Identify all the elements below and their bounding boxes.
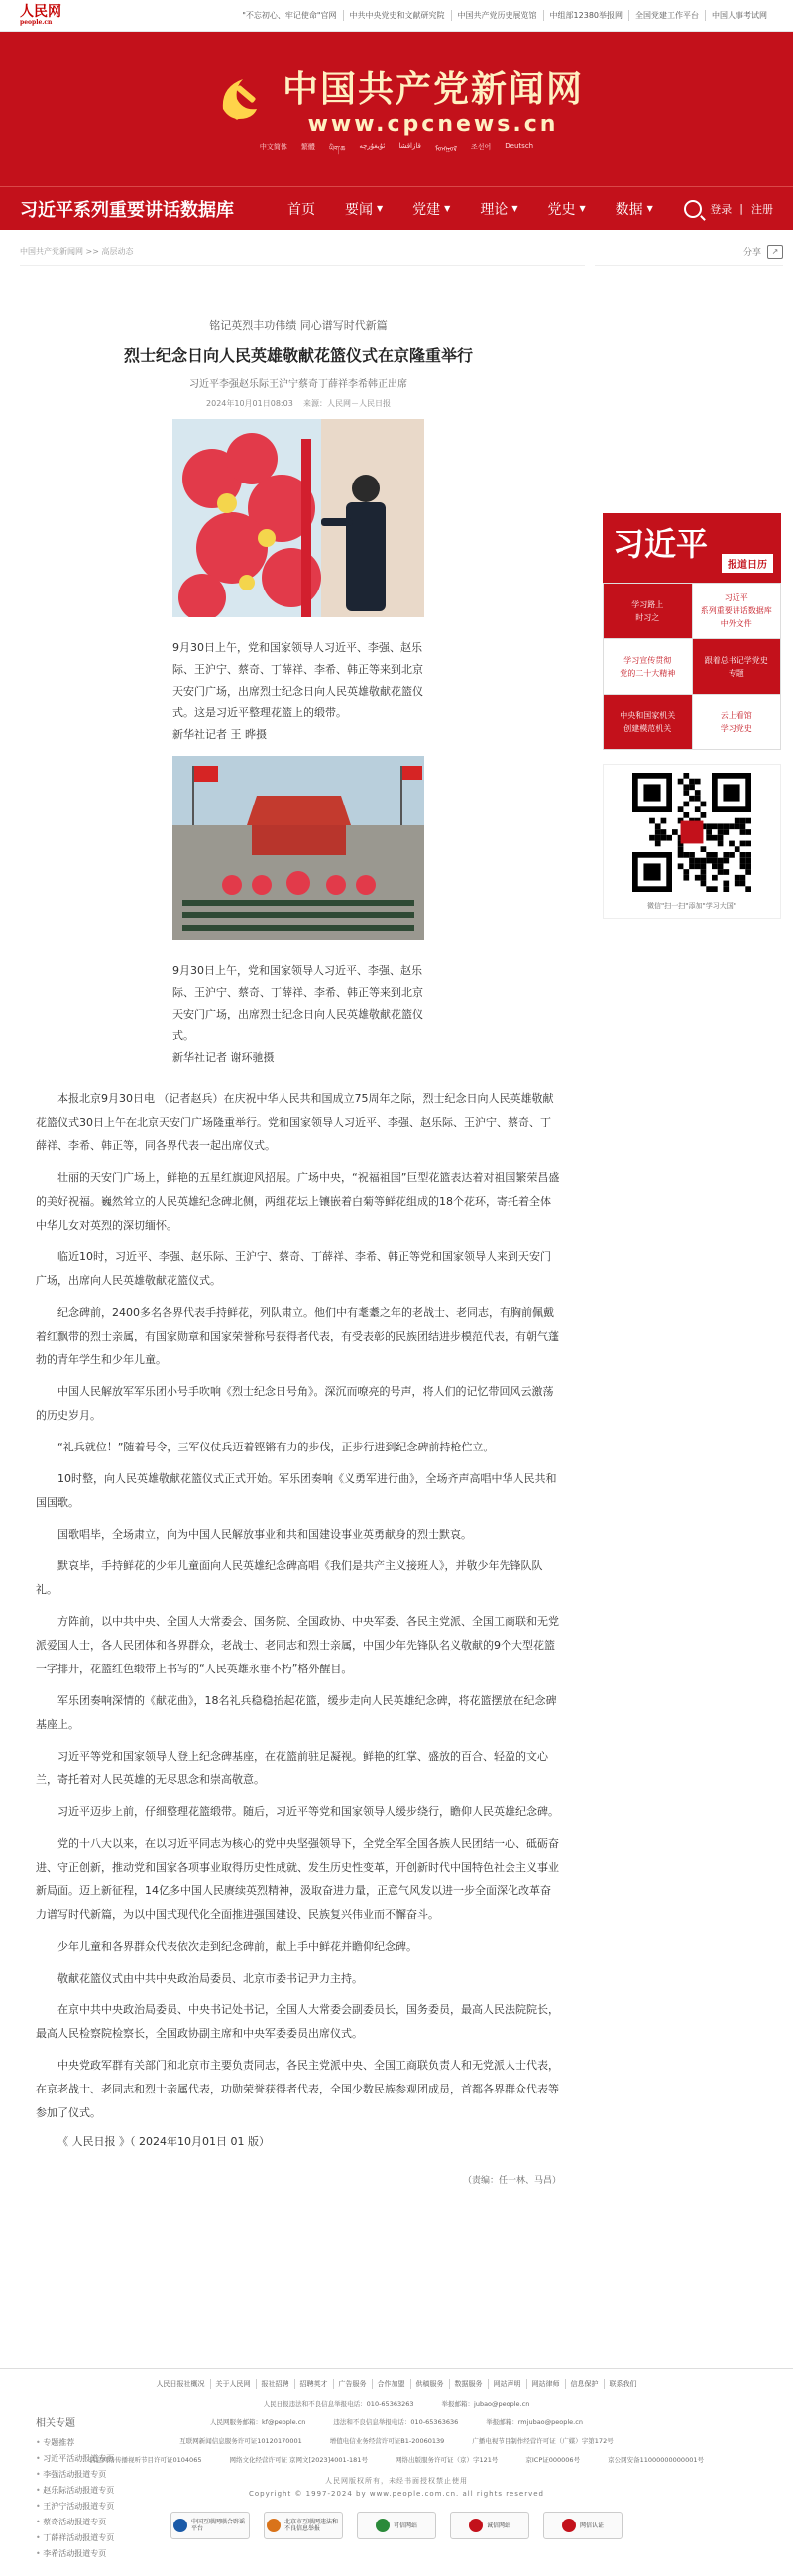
top-links (236, 10, 773, 21)
nav-item[interactable] (412, 199, 450, 219)
trust-badge[interactable] (170, 2512, 250, 2539)
trust-badge[interactable] (543, 2512, 623, 2539)
article-paragraph: 纪念碑前，2400多名各界代表手持鲜花，列队肃立。他们中有耄耋之年的老战士、老同志，有胸前佩戴着红飘带的烈士亲属，有国家勋章和国家荣誉称号获得者代表，有受表彰的民族团结进步模范代表，有朝气蓬勃的青年学生和少年儿童。 (36, 1306, 559, 1366)
nav-item-label: 数据 (615, 201, 643, 218)
related-item[interactable]: • 专题推荐 (36, 2435, 234, 2451)
photo-2-credit: 新华社记者 谢环驰摄 (172, 1051, 275, 1064)
footer-line-3 (0, 2436, 793, 2445)
footer-info: 违法和不良信息举报电话：010-65363636 (333, 2418, 459, 2426)
badge-label: 可信网站 (393, 2522, 417, 2529)
footer-link[interactable]: 广告服务 (334, 2379, 373, 2389)
copyright-cn: 人民网版权所有，未经书面授权禁止使用 (325, 2477, 468, 2485)
photo-1-caption-text: 9月30日上午，党和国家领导人习近平、李强、赵乐际、王沪宁、蔡奇、丁薛祥、李希、韩正等来到北京天安门广场，出席烈士纪念日向人民英雄敬献花篮仪式。这是习近平整理花篮上的缎带。 (172, 641, 423, 719)
nav-item[interactable] (547, 199, 585, 219)
photo-2-caption (172, 960, 424, 1069)
flower-basket-photo-icon (172, 419, 424, 617)
banner-brand[interactable] (209, 61, 584, 137)
footer-info: 互联网新闻信息服务许可证10120170001 (179, 2437, 302, 2445)
article-paragraph: “礼兵就位！”随着号令，三军仪仗兵迈着铿锵有力的步伐，正步行进到纪念碑前持枪伫立。 (57, 1441, 495, 1453)
search-icon[interactable] (684, 200, 702, 218)
footer-link[interactable]: 网站声明 (489, 2379, 527, 2389)
top-link[interactable]: 中组部12380举报网 (544, 10, 629, 21)
article-paragraph: 少年儿童和各界群众代表依次走到纪念碑前，献上手中鲜花并瞻仰纪念碑。 (57, 1940, 417, 1953)
footer-link[interactable]: 关于人民网 (211, 2379, 257, 2389)
footer-info: 京ICP证000006号 (525, 2456, 581, 2464)
article-subtitle: 习近平李强赵乐际王沪宁蔡奇丁薛祥李希韩正出席 (189, 379, 407, 390)
photo-1-caption (172, 637, 424, 746)
logo-sub: people.cn (20, 19, 53, 26)
article-paragraph: 军乐团奏响深情的《献花曲》，18名礼兵稳稳抬起花篮，缓步走向人民英雄纪念碑，将花篮摆放在纪念碑基座上。 (36, 1694, 557, 1731)
sidebar-tile-label: 学习宣传贯彻 党的二十大精神 (620, 655, 676, 678)
article-paragraph: 中央党政军群有关部门和北京市主要负责同志，各民主党派中央、全国工商联负责人和无党派人士代表，在京老战士、老同志和烈士亲属代表，功勋荣誉获得者代表，全国少数民族参观团成员，首都各界群众代表等参加了仪式。 (36, 2059, 559, 2119)
qr-caption: 微信"扫一扫"添加"学习大国" (647, 902, 736, 910)
share-icon[interactable]: ↗ (767, 245, 783, 259)
footer-info: 增值电信业务经营许可证B1-20060139 (329, 2437, 445, 2445)
related-item[interactable]: • 赵乐际活动报道专页 (36, 2483, 234, 2499)
sidebar-brand: 习近平 (613, 525, 709, 563)
breadcrumb-current[interactable]: 高层动态 (101, 247, 134, 256)
share-label: 分享 (742, 248, 761, 258)
badge-label: 北京市互联网违法和不良信息举报 (284, 2519, 339, 2532)
tiananmen-square-photo-icon (172, 756, 424, 940)
logo-main: 人民网 (20, 4, 61, 20)
sidebar-tile-label: 中央和国家机关 创建模范机关 (620, 710, 676, 733)
nav-item[interactable] (287, 199, 315, 219)
article-paragraph: 国歌唱毕，全场肃立，向为中国人民解放事业和共和国建设事业英勇献身的烈士默哀。 (57, 1528, 472, 1541)
article-source[interactable]: 来源：人民网－人民日报 (302, 399, 391, 408)
footer-link[interactable]: 数据服务 (450, 2379, 489, 2389)
footer-line-2 (0, 2417, 793, 2426)
article-paragraph: 默哀毕，手持鲜花的少年儿童面向人民英雄纪念碑高唱《我们是共产主义接班人》，并敬少年先锋队队礼。 (36, 1559, 543, 1596)
chevron-down-icon: ▼ (646, 204, 653, 213)
top-link[interactable]: "不忘初心、牢记使命"官网 (236, 10, 343, 21)
article-paragraph: 壮丽的天安门广场上，鲜艳的五星红旗迎风招展。广场中央，“祝福祖国”巨型花篮表达着对祖国繁荣昌盛的美好祝福。巍然耸立的人民英雄纪念碑北侧，两组花坛上镶嵌着白菊等鲜花组成的18个花环，寄托着全体中华儿女对英烈的深切缅怀。 (36, 1171, 560, 1232)
footer-link[interactable]: 信息保护 (566, 2379, 605, 2389)
footer-info: 人民网服务邮箱：kf@people.cn (210, 2418, 306, 2426)
badge-icon (376, 2519, 390, 2532)
chevron-down-icon: ▼ (579, 204, 586, 213)
footer-line-4 (0, 2455, 793, 2464)
footer-info: 广播电视节目制作经营许可证（广媒）字第172号 (472, 2437, 614, 2445)
badge-icon (469, 2519, 483, 2532)
article-title: 烈士纪念日向人民英雄敬献花篮仪式在京隆重举行 (123, 346, 473, 365)
sidebar-tag: 报道日历 (722, 554, 773, 573)
main-nav (0, 186, 793, 230)
party-emblem-icon (209, 69, 269, 129)
photo-1-credit: 新华社记者 王 晔摄 (172, 728, 267, 741)
chevron-down-icon: ▼ (511, 204, 518, 213)
article-paragraph: 本报北京9月30日电 （记者赵兵）在庆祝中华人民共和国成立75周年之际，烈士纪念日向人民英雄敬献花篮仪式30日上午在北京天安门广场隆重举行。党和国家领导人习近平、李强、赵乐际、王沪宁、蔡奇、丁薛祥、李希、韩正等，同各界代表一起出席仪式。 (36, 1092, 554, 1152)
nav-item-label: 党史 (547, 201, 576, 218)
article-body (36, 1087, 561, 2125)
sidebar-tile[interactable] (604, 695, 693, 750)
trust-badges (0, 2512, 793, 2539)
article-paragraph: 方阵前，以中共中央、全国人大常委会、国务院、全国政协、中央军委、各民主党派、全国工商联和无党派爱国人士，各人民团体和各界群众，老战士、老同志和烈士亲属，中国少年先锋队名义敬献的9个大型花篮一字排开，花篮红色缎带上书写的“人民英雄永垂不朽”格外醒目。 (36, 1615, 559, 1675)
article-photo-2 (172, 756, 424, 940)
language-link[interactable]: Deutsch (505, 142, 534, 150)
sidebar-tile-label: 跟着总书记学党史 专题 (704, 655, 768, 678)
related-item[interactable]: • 王沪宁活动报道专页 (36, 2499, 234, 2515)
nav-item[interactable] (616, 199, 653, 219)
footer-info: 人民日报违法和不良信息举报电话：010-65363263 (263, 2400, 414, 2408)
banner-title: 中国共产党新闻网 (282, 69, 584, 110)
footer-info: 信息网络传播视听节目许可证0104065 (89, 2456, 202, 2464)
sidebar-tile[interactable] (693, 695, 782, 750)
footer-link[interactable]: 供稿服务 (411, 2379, 450, 2389)
article-paragraph: 习近平等党和国家领导人登上纪念碑基座，在花篮前驻足凝视。鲜艳的红掌、盛放的百合、轻盈的文心兰，寄托着对人民英雄的无尽思念和崇高敬意。 (36, 1750, 548, 1786)
related-item[interactable]: • 蔡奇活动报道专页 (36, 2515, 234, 2530)
chevron-down-icon: ▼ (444, 204, 451, 213)
print-source: 《 人民日报 》（ 2024年10月01日 01 版） (57, 2135, 270, 2148)
top-link[interactable]: 中国共产党历史展览馆 (452, 10, 544, 21)
footer-link[interactable]: 合作加盟 (373, 2379, 411, 2389)
related-item[interactable]: • 李希活动报道专页 (36, 2546, 234, 2562)
related-heading: 相关专题 (36, 2418, 75, 2429)
top-link[interactable]: 中共中央党史和文献研究院 (344, 10, 452, 21)
footer-link[interactable]: 人民日报社概况 (152, 2379, 211, 2389)
copyright-en: Copyright © 1997-2024 by www.people.com.cn. all rights reserved (249, 2490, 544, 2498)
footer-line-1 (0, 2399, 793, 2408)
sidebar-grid (603, 583, 781, 750)
language-link[interactable]: ئۇيغۇرچە (359, 142, 386, 150)
article-photo-1 (172, 419, 424, 617)
article-paragraph: 党的十八大以来，在以习近平同志为核心的党中央坚强领导下，全党全军全国各族人民团结一心、砥砺奋进、守正创新，推动党和国家各项事业取得历史性成就、发生历史性变革，开创新时代中国特色社会主义事业新局面。迈上新征程，14亿多中国人民赓续英烈精神，汲取奋进力量，正意气风发以进一步全面深化改革奋力谱写时代新篇，为以中国式现代化全面推进强国建设、民族复兴伟业而不懈奋斗。 (36, 1837, 559, 1921)
photo-2-caption-text: 9月30日上午，党和国家领导人习近平、李强、赵乐际、王沪宁、蔡奇、丁薛祥、李希、韩正等来到北京天安门广场，出席烈士纪念日向人民英雄敬献花篮仪式。 (172, 964, 423, 1042)
article-paragraph: 在京中共中央政治局委员、中央书记处书记，全国人大常委会副委员长，国务委员，最高人民法院院长，最高人民检察院检察长，全国政协副主席和中央军委委员出席仪式。 (36, 2003, 559, 2040)
sidebar-tile-label: 习近平 系列重要讲话数据库 中外文件 (700, 593, 772, 628)
nav-item-label: 理论 (480, 201, 509, 218)
footer-info: 举报邮箱：rmjubao@people.cn (486, 2418, 583, 2426)
footer-info: 京公网安备11000000000001号 (608, 2456, 704, 2464)
badge-label: 中国互联网联合辟谣平台 (191, 2519, 246, 2532)
footer-info: 网络文化经营许可证 京网文[2023]4001-181号 (229, 2456, 368, 2464)
footer-links (0, 2379, 793, 2389)
article-date: 2024年10月01日08:03 (206, 399, 293, 408)
breadcrumb (20, 238, 585, 266)
trust-badge[interactable] (264, 2512, 343, 2539)
language-link[interactable]: ᠮᠣᠩᠭᠣᠯ (434, 145, 457, 153)
qr-code-icon (632, 773, 751, 892)
related-item[interactable]: • 丁薛祥活动报道专页 (36, 2530, 234, 2546)
language-link[interactable]: 中文简体 (259, 143, 287, 151)
top-bar (0, 0, 793, 32)
nav-item-label: 党建 (412, 201, 441, 218)
article-paragraph: 习近平迈步上前，仔细整理花篮缎带。随后，习近平等党和国家领导人缓步绕行，瞻仰人民英雄纪念碑。 (57, 1805, 559, 1818)
sidebar (603, 513, 781, 919)
related-item[interactable]: • 习近平活动报道专页 (36, 2451, 234, 2467)
article-kicker: 铭记英烈丰功伟绩 同心谱写时代新篇 (209, 319, 388, 332)
footer (0, 2368, 793, 2539)
badge-label: 网信认证 (579, 2522, 604, 2529)
footer-info: 举报邮箱：jubao@people.cn (441, 2400, 530, 2408)
trust-badge[interactable] (357, 2512, 436, 2539)
footer-info: 网络出版服务许可证（京）字121号 (395, 2456, 499, 2464)
breadcrumb-separator: >> (85, 247, 99, 256)
article-paragraph: 临近10时，习近平、李强、赵乐际、王沪宁、蔡奇、丁薛祥、李希、韩正等党和国家领导人来到天安门广场，出席向人民英雄敬献花篮仪式。 (36, 1250, 551, 1287)
top-link[interactable]: 中国人事考试网 (712, 11, 767, 20)
sidebar-tile[interactable] (604, 639, 693, 695)
footer-link[interactable]: 联系我们 (609, 2380, 637, 2388)
footer-link[interactable]: 报社招聘 (257, 2379, 295, 2389)
login-link[interactable]: 登录 (710, 202, 733, 216)
nav-items (287, 199, 684, 219)
sidebar-tile[interactable] (604, 584, 693, 639)
nav-item-label: 首页 (287, 201, 315, 218)
report-calendar-banner[interactable] (603, 513, 781, 583)
editor-credit: （责编：任一林、马昌） (462, 2176, 561, 2186)
article-paragraph: 中国人民解放军军乐团小号手吹响《烈士纪念日号角》。深沉而嘹亮的号声，将人们的记忆带回风云激荡的历史岁月。 (36, 1385, 554, 1422)
site-banner (0, 32, 793, 186)
language-link[interactable]: 繁體 (300, 143, 315, 151)
footer-link[interactable]: 网站律师 (527, 2379, 566, 2389)
banner-url: www.cpcnews.cn (307, 112, 559, 137)
article-paragraph: 敬献花篮仪式由中共中央政治局委员、北京市委书记尹力主持。 (57, 1972, 363, 1985)
badge-icon (267, 2519, 281, 2532)
badge-icon (562, 2519, 576, 2532)
sidebar-tile[interactable] (693, 584, 782, 639)
sidebar-tile[interactable] (693, 639, 782, 695)
badge-icon (173, 2519, 187, 2532)
related-item[interactable]: • 李强活动报道专页 (36, 2467, 234, 2483)
footer-link[interactable]: 招聘英才 (295, 2379, 334, 2389)
language-links (260, 142, 533, 161)
nav-item[interactable] (480, 199, 517, 219)
badge-label: 诚信网站 (486, 2522, 510, 2529)
language-link[interactable]: قازاقشا (398, 142, 421, 150)
article (36, 289, 561, 2186)
qr-box (603, 764, 781, 919)
share-bar (595, 238, 783, 266)
people-logo[interactable] (20, 5, 61, 26)
article-paragraph: 10时整，向人民英雄敬献花篮仪式正式开始。军乐团奏响《义勇军进行曲》，全场齐声高唱中华人民共和国国歌。 (36, 1472, 557, 1509)
language-link[interactable]: 조선어 (471, 143, 492, 151)
chevron-down-icon: ▼ (377, 204, 384, 213)
sidebar-tile-label: 学习路上 时习之 (631, 599, 664, 622)
section-title[interactable]: 习近平系列重要讲话数据库 (20, 199, 234, 221)
sidebar-tile-label: 云上看馆 学习党史 (720, 710, 752, 733)
nav-item-label: 要闻 (345, 201, 373, 218)
trust-badge[interactable] (450, 2512, 529, 2539)
language-link[interactable]: ཡིག་ཆ (328, 145, 346, 153)
article-meta (36, 398, 561, 409)
nav-divider: | (739, 202, 743, 215)
breadcrumb-home[interactable]: 中国共产党新闻网 (20, 247, 83, 256)
register-link[interactable]: 注册 (751, 202, 773, 216)
nav-item[interactable] (345, 199, 383, 219)
top-link[interactable]: 全国党建工作平台 (629, 10, 706, 21)
